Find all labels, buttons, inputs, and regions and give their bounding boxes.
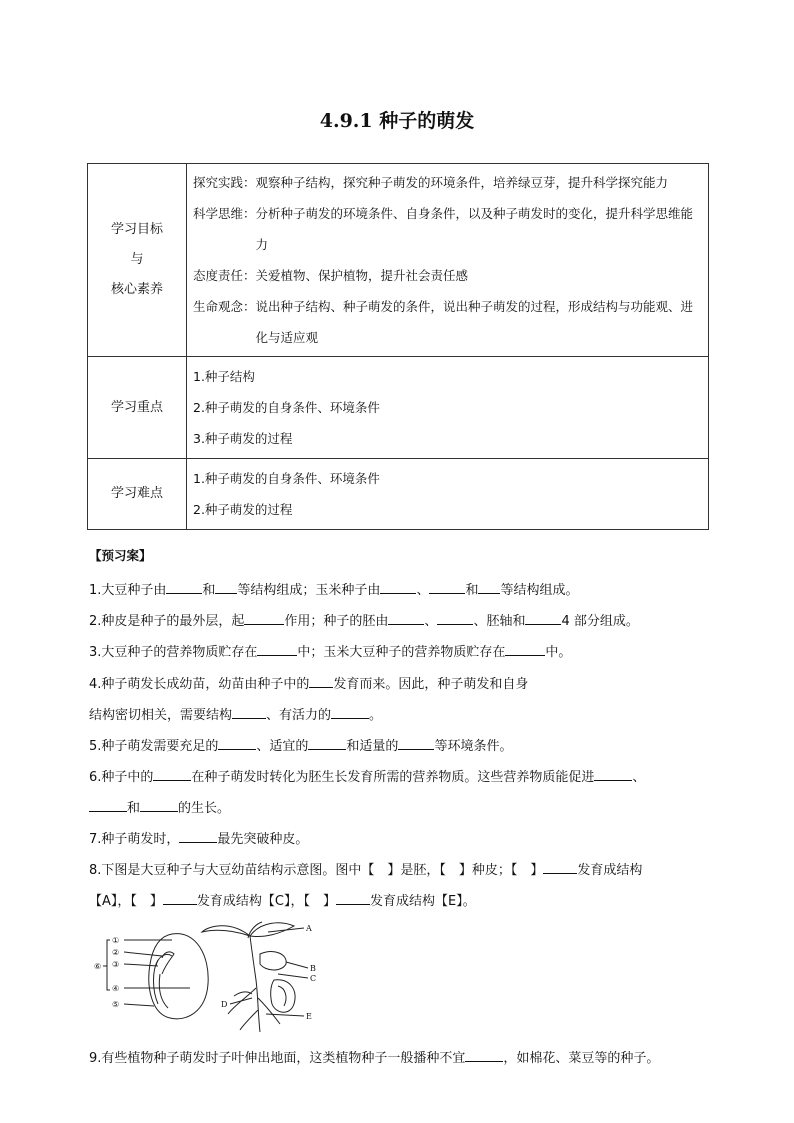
difficulty-row — [88, 459, 709, 530]
goal-item — [193, 167, 700, 198]
answer-blank[interactable] — [594, 767, 632, 781]
question-2 — [89, 611, 709, 631]
answer-blank[interactable] — [166, 580, 202, 594]
goal-key: 态度责任： — [193, 268, 256, 283]
seed-label-6: ⑥ — [94, 962, 102, 971]
answer-blank[interactable] — [336, 891, 370, 905]
goals-label-line2: 与 — [130, 252, 144, 267]
goal-text: 关爱植物、保护植物，提升社会责任感 — [255, 268, 469, 283]
answer-blank[interactable] — [398, 736, 434, 750]
answer-blank[interactable] — [505, 642, 545, 656]
q-text: 结构密切相关，需要结构 — [89, 708, 233, 723]
q-text: 3.大豆种子的营养物质贮存在 — [89, 645, 258, 660]
answer-blank[interactable] — [89, 798, 127, 812]
seed-label-5: ⑤ — [112, 1000, 120, 1009]
answer-blank[interactable] — [257, 642, 297, 656]
answer-blank[interactable] — [309, 674, 333, 688]
answer-blank[interactable] — [478, 580, 500, 594]
seedling-label-a: A — [306, 924, 312, 933]
seed-label-1: ① — [112, 936, 120, 945]
focus-content — [187, 357, 709, 459]
focus-item: 3.种子萌发的过程 — [193, 431, 293, 446]
goals-row — [88, 164, 709, 357]
question-4-line1 — [89, 674, 709, 694]
q-text: 发育而来。因此，种子萌发和自身 — [333, 677, 529, 692]
answer-blank[interactable] — [543, 860, 577, 874]
answer-blank[interactable] — [429, 580, 465, 594]
difficulty-label: 学习难点 — [88, 459, 187, 530]
seedling-label-c: C — [310, 974, 317, 983]
answer-blank[interactable] — [153, 767, 191, 781]
goal-item — [193, 291, 700, 353]
q-text: 在种子萌发时转化为胚生长发育所需的营养物质。这些营养物质能促进 — [191, 770, 595, 785]
q-text: 。 — [369, 708, 383, 723]
difficulty-item: 2.种子萌发的过程 — [193, 502, 293, 517]
q-text: 作用；种子的胚由 — [284, 614, 389, 629]
answer-blank[interactable] — [215, 580, 237, 594]
goal-text: 说出种子结构、种子萌发的条件，说出种子萌发的过程，形成结构与功能观、进化与适应观 — [255, 299, 694, 345]
q-text: 、 — [424, 614, 438, 629]
goal-key: 探究实践： — [193, 175, 256, 190]
answer-blank[interactable] — [232, 705, 266, 719]
goals-content — [187, 164, 709, 357]
answer-blank[interactable] — [140, 798, 178, 812]
q-text: 中。 — [545, 645, 572, 660]
answer-blank[interactable] — [244, 611, 284, 625]
q-text: 2.种皮是种子的最外层，起 — [89, 614, 245, 629]
focus-label: 学习重点 — [88, 357, 187, 459]
answer-blank[interactable] — [388, 611, 424, 625]
q-text: 6.种子中的 — [89, 770, 154, 785]
seedling-label-e: E — [306, 1012, 312, 1021]
question-6-line2 — [89, 798, 709, 818]
answer-blank[interactable] — [465, 1048, 503, 1062]
goal-text: 观察种子结构，探究种子萌发的环境条件，培养绿豆芽，提升科学探究能力 — [255, 175, 669, 190]
seedling-label-b: B — [310, 964, 316, 973]
seed-label-3: ③ — [112, 960, 120, 969]
q-text: 发育成结构【C】，【 】 — [196, 894, 336, 909]
goal-item — [193, 260, 700, 291]
page-title: 4.9.1 种子的萌发 — [319, 110, 475, 132]
answer-blank[interactable] — [525, 611, 561, 625]
q-text: 8.下图是大豆种子与大豆幼苗结构示意图。图中【 】是胚，【 】种皮；【 】 — [89, 863, 544, 878]
q-text: 4 部分组成。 — [561, 614, 639, 629]
soybean-seedling-illustration — [202, 922, 308, 1032]
q-text: 等环境条件。 — [434, 739, 513, 754]
q-text: 、胚轴和 — [473, 614, 526, 629]
q-text: 中；玉米大豆种子的营养物质贮存在 — [297, 645, 506, 660]
difficulty-item: 1.种子萌发的自身条件、环境条件 — [193, 471, 380, 486]
answer-blank[interactable] — [218, 736, 256, 750]
q-text: 4.种子萌发长成幼苗，幼苗由种子中的 — [89, 677, 310, 692]
seed-label-4: ④ — [112, 984, 120, 993]
difficulty-content — [187, 459, 709, 530]
answer-blank[interactable] — [179, 829, 217, 843]
question-5 — [89, 736, 709, 756]
question-7 — [89, 829, 709, 849]
seedling-label-d: D — [221, 1000, 228, 1009]
goals-label-line1: 学习目标 — [110, 222, 163, 237]
q-text: 1.大豆种子由 — [89, 583, 167, 598]
goal-key: 科学思维： — [193, 206, 256, 221]
q-text: 、 — [416, 583, 430, 598]
preview-header: 【预习案】 — [89, 548, 152, 563]
focus-row — [88, 357, 709, 459]
focus-item: 2.种子萌发的自身条件、环境条件 — [193, 400, 380, 415]
q-text: 等结构组成；玉米种子由 — [237, 583, 381, 598]
q-text: 和 — [202, 583, 216, 598]
answer-blank[interactable] — [308, 736, 346, 750]
q-text: 、适宜的 — [256, 739, 309, 754]
question-1 — [89, 580, 709, 600]
answer-blank[interactable] — [331, 705, 369, 719]
q-text: 等结构组成。 — [500, 583, 579, 598]
q-text: 和 — [465, 583, 479, 598]
q-text: 和适量的 — [346, 739, 399, 754]
q-text: 和 — [127, 801, 141, 816]
answer-blank[interactable] — [380, 580, 416, 594]
goals-label-line3: 核心素养 — [110, 282, 163, 297]
question-8-line1 — [89, 860, 709, 880]
question-4-line2 — [89, 705, 709, 725]
goal-text: 分析种子萌发的环境条件、自身条件，以及种子萌发时的变化，提升科学思维能力 — [255, 206, 694, 252]
q-text: 、有活力的 — [266, 708, 332, 723]
q-text: 的生长。 — [178, 801, 231, 816]
learning-goals-table — [87, 163, 709, 530]
focus-item: 1.种子结构 — [193, 369, 255, 384]
q-text: 发育成结构【E】。 — [369, 894, 476, 909]
q-text: ，如棉花、菜豆等的种子。 — [503, 1051, 660, 1066]
goals-label — [88, 164, 187, 357]
q-text: 7.种子萌发时， — [89, 832, 180, 847]
question-6-line1 — [89, 767, 709, 787]
goal-item — [193, 198, 700, 260]
q-text: 发育成结构 — [577, 863, 643, 878]
seed-label-2: ② — [112, 948, 120, 957]
q-text: 最先突破种皮。 — [217, 832, 309, 847]
question-3 — [89, 642, 709, 662]
q-text: 、 — [632, 770, 646, 785]
q-text: 5.种子萌发需要充足的 — [89, 739, 219, 754]
question-9 — [89, 1048, 709, 1068]
answer-blank[interactable] — [437, 611, 473, 625]
q-text: 【A】，【 】 — [89, 894, 163, 909]
goal-key: 生命观念： — [193, 299, 256, 314]
question-8-line2 — [89, 891, 709, 911]
q-text: 9.有些植物种子萌发时子叶伸出地面，这类植物种子一般播种不宜 — [89, 1051, 466, 1066]
answer-blank[interactable] — [163, 891, 197, 905]
seed-seedling-diagram — [94, 918, 330, 1036]
